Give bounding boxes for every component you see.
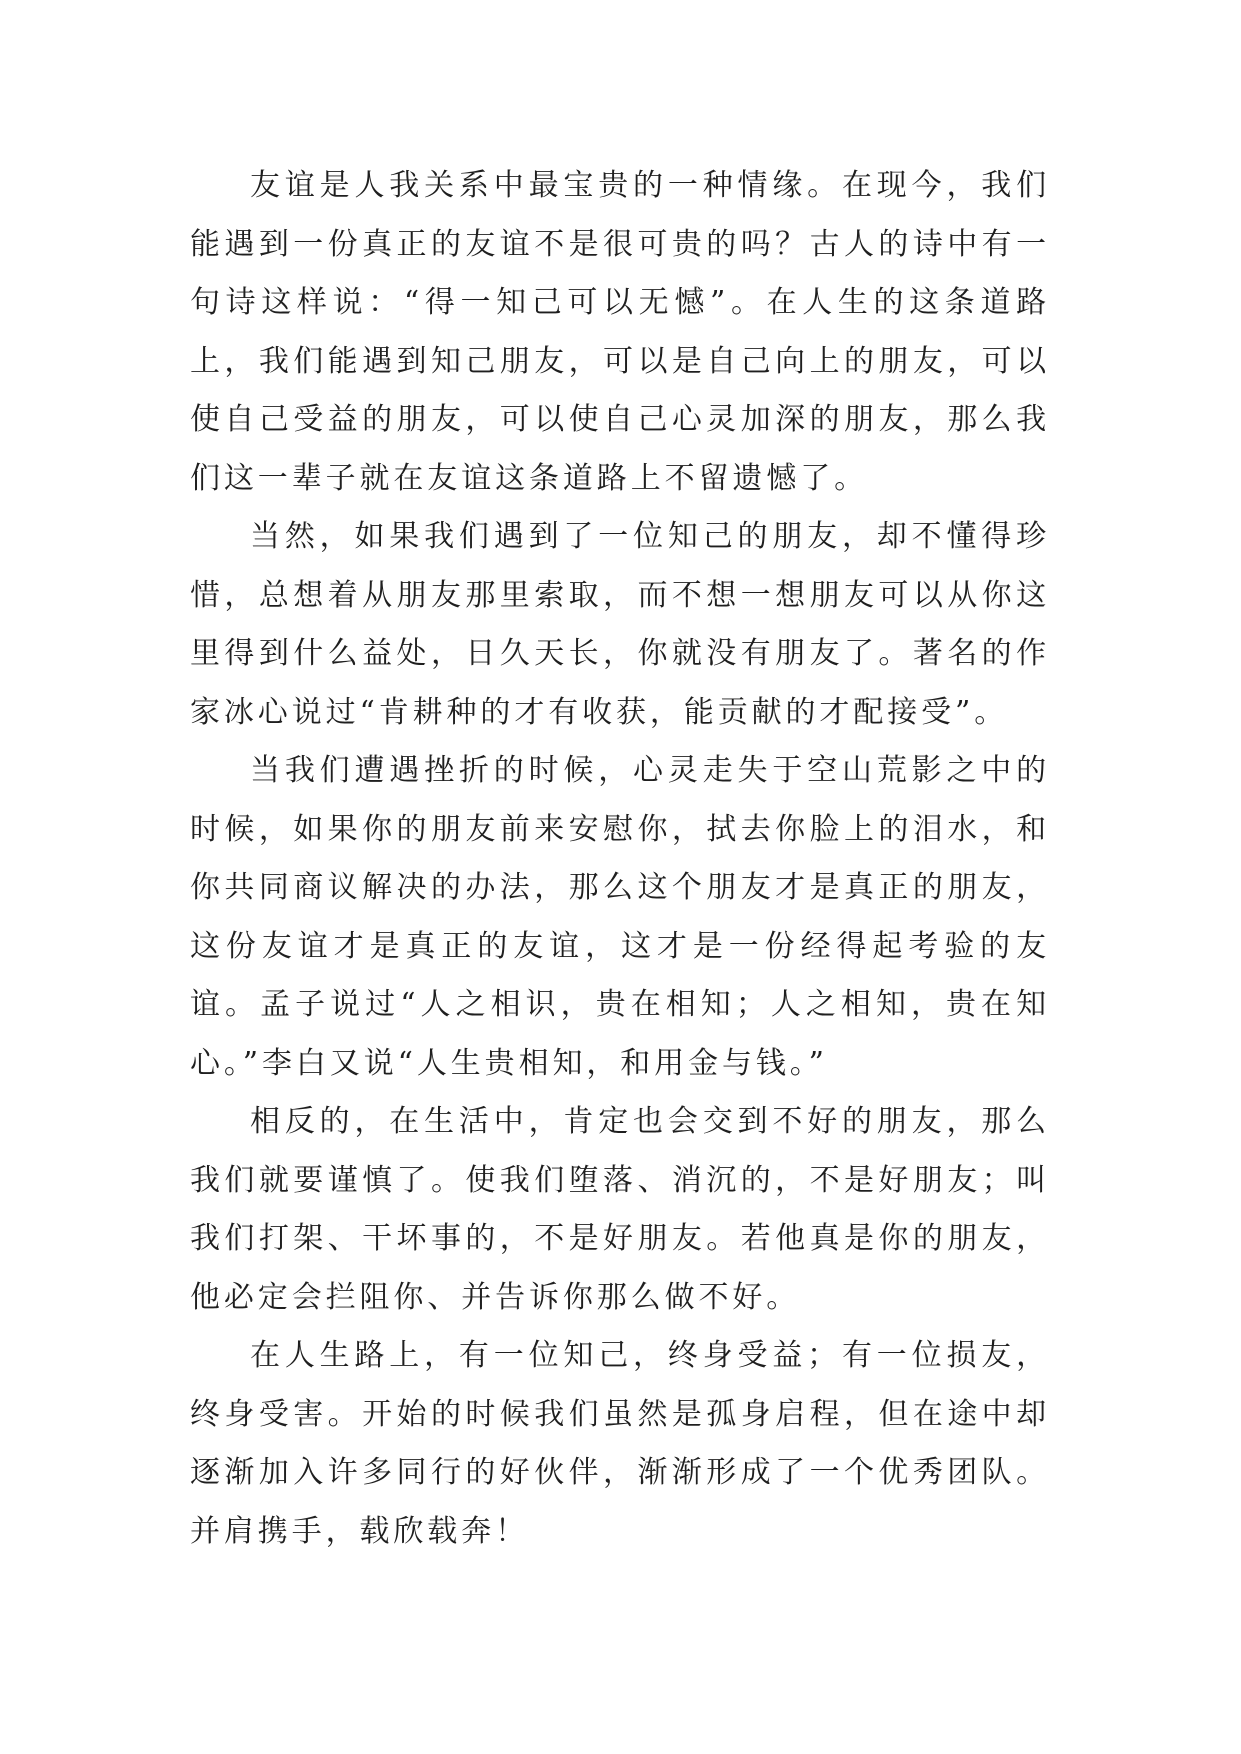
paragraph-1: 友谊是人我关系中最宝贵的一种情缘。在现今，我们能遇到一份真正的友谊不是很可贵的吗？古人的诗中有一句诗这样说：“得一知己可以无憾”。在人生的这条道路上，我们能遇到知己朋友，可以是自己向上的朋友，可以使自己受益的朋友，可以使自己心灵加深的朋友，那么我们这一辈子就在友谊这条道路上不留遗憾了。 xyxy=(190,168,1050,496)
paragraph-5: 在人生路上，有一位知己，终身受益；有一位损友，终身受害。开始的时候我们虽然是孤身启程，但在途中却逐渐加入许多同行的好伙伴，渐渐形成了一个优秀团队。并肩携手，载欣载奔！ xyxy=(190,1338,1050,1549)
paragraph-3: 当我们遭遇挫折的时候，心灵走失于空山荒影之中的时候，如果你的朋友前来安慰你，拭去你脸上的泪水，和你共同商议解决的办法，那么这个朋友才是真正的朋友，这份友谊才是真正的友谊，这才是一份经得起考验的友谊。孟子说过“人之相识，贵在相知；人之相知，贵在知心。”李白又说“人生贵相知，和用金与钱。” xyxy=(190,753,1050,1081)
essay-body xyxy=(190,157,1050,1561)
paragraph-2: 当然，如果我们遇到了一位知己的朋友，却不懂得珍惜，总想着从朋友那里索取，而不想一想朋友可以从你这里得到什么益处，日久天长，你就没有朋友了。著名的作家冰心说过“肯耕种的才有收获，能贡献的才配接受”。 xyxy=(190,519,1050,730)
paragraph-4: 相反的，在生活中，肯定也会交到不好的朋友，那么我们就要谨慎了。使我们堕落、消沉的，不是好朋友；叫我们打架、干坏事的，不是好朋友。若他真是你的朋友，他必定会拦阻你、并告诉你那么做不好。 xyxy=(190,1104,1050,1315)
